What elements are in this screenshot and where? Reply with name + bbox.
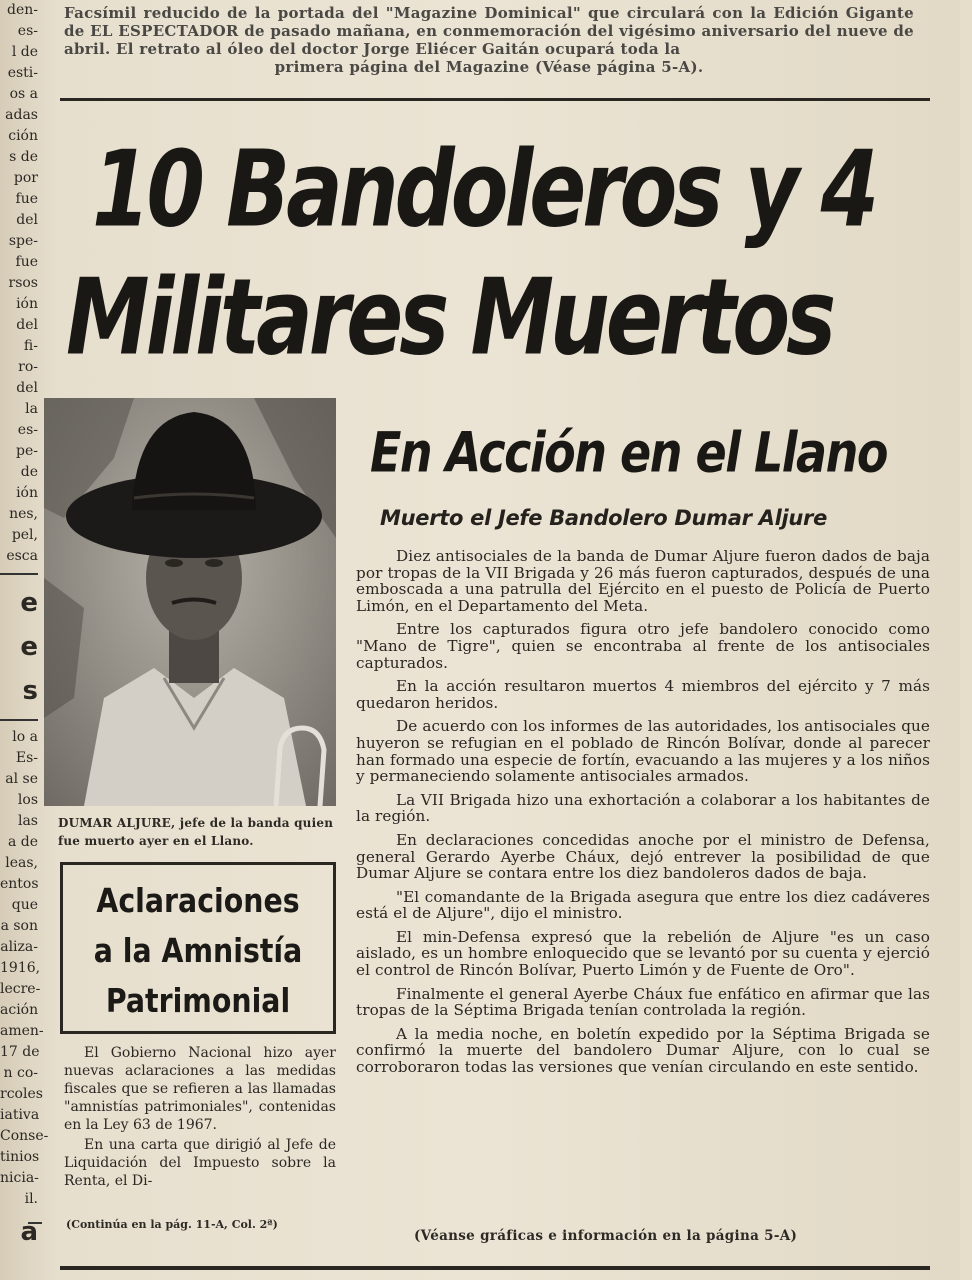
clipped-text-fragment: por [13,170,38,186]
headline-line-1: 10 Bandoleros y 4 [92,128,876,251]
article-paragraph: En la acción resultaron muertos 4 miembros del ejército y 7 más quedaron heridos. [356,677,930,712]
left-rule [0,573,38,575]
sidebar-continuation: (Continúa en la pág. 11-A, Col. 2ª) [66,1218,278,1231]
clipped-text-fragment: lo a [12,729,38,745]
clipped-text-fragment: s de [9,149,38,165]
intro-text: Facsímil reducido de la portada del "Magazine Dominical" que circulará con la Edición Gigante de EL ESPECTADOR de pasado mañana, en conmemoración del vigésimo aniversario del nueve de abril. El retrato al óleo del doctor Jorge Eliécer Gaitán ocupará toda la [64,4,914,58]
clipped-text-fragment: iativa [0,1107,40,1123]
article-paragraph: Diez antisociales de la banda de Dumar Aljure fueron dados de baja por tropas de la VII Brigada y 26 más fueron capturados, después de una emboscada a una patrulla del Ejército en el puesto de Policía de Puerto Limón, en el Departamento del Meta. [356,547,930,615]
sidebar-title-line: a la Amnistía [93,931,303,970]
clipped-text-fragment: amen- [0,1023,44,1039]
clipped-text-fragment: e [20,632,38,662]
clipped-text-fragment: a de [7,834,38,850]
secondary-subheadline: Muerto el Jefe Bandolero Dumar Aljure [380,506,828,530]
article-paragraph: El min-Defensa expresó que la rebelión de Aljure "es un caso aislado, es un hombre enloquecido que se levantó por su cuenta y ejerció el control de Rincón Bolívar, Puerto Limón y de Fuente de Oro". [356,927,930,980]
clipped-text-fragment: nes, [9,506,38,522]
left-rule [0,719,38,721]
clipped-text-fragment: 1916, [0,960,41,976]
left-clipped-column [0,0,49,1280]
photo-caption: DUMAR ALJURE, jefe de la banda quien fue muerto ayer en el Llano. [58,816,334,848]
article-paragraph: Entre los capturados figura otro jefe bandolero conocido como "Mano de Tigre", quien se encontraba al frente de los antisociales capturados. [356,620,930,672]
clipped-text-fragment: fue [15,191,38,207]
bottom-divider [60,1266,930,1270]
clipped-text-fragment: lecre- [0,981,41,997]
article-paragraph: A la media noche, en boletín expedido por la Séptima Brigada se confirmó la muerte del bandolero Dumar Aljure, con lo cual se corroboraron todas las versiones que venían circulando en este sentido. [356,1024,930,1077]
clipped-text-fragment: la [25,401,38,417]
clipped-text-fragment: den- [7,2,38,18]
article-footnote: (Véanse gráficas e información en la página 5-A) [414,1228,798,1244]
subheadline: En Acción en el Llano [370,420,887,485]
clipped-text-fragment: il. [24,1191,38,1207]
sidebar-paragraph: El Gobierno Nacional hizo ayer nuevas aclaraciones a las medidas fiscales que se refieren a las llamadas "amnistías patrimoniales", contenidas en la Ley 63 de 1967. [64,1045,336,1133]
clipped-text-fragment: ión [16,296,38,312]
clipped-text-fragment: rcoles [0,1086,43,1102]
clipped-text-fragment: ación [0,1002,39,1018]
clipped-text-fragment: los [17,792,38,808]
clipped-text-fragment: al se [5,771,38,787]
clipped-text-fragment: pel, [11,527,38,543]
sidebar-title-line: Aclaraciones [96,881,300,920]
clipped-text-fragment: es- [17,23,38,39]
clipped-text-fragment: fue [15,254,38,270]
left-divider [28,1222,42,1224]
article-paragraph: En declaraciones concedidas anoche por el ministro de Defensa, general Gerardo Ayerbe Cháux, dejó entrever la posibilidad de que Dumar Aljure se contara entre los diez bandoleros dados de baja. [356,830,930,883]
top-divider [60,98,930,101]
clipped-text-fragment: 17 de [0,1044,40,1060]
article-paragraph: Finalmente el general Ayerbe Cháux fue enfático en afirmar que las tropas de la Séptima Brigada tenían controlada la región. [356,984,930,1020]
clipped-text-fragment: ción [8,128,38,144]
sidebar-title [90,876,307,1026]
clipped-text-fragment: l de [11,44,38,60]
article-paragraph: "El comandante de la Brigada asegura que entre los diez cadáveres está el de Aljure", dijo el ministro. [356,887,930,923]
clipped-text-fragment: de [20,464,38,480]
sidebar-paragraph: En una carta que dirigió al Jefe de Liquidación del Impuesto sobre la Renta, el Di- [64,1137,336,1189]
clipped-text-fragment: es- [17,422,38,438]
article-paragraph: De acuerdo con los informes de las autoridades, los antisociales que huyeron se refugian en el poblado de Rincón Bolívar, donde al parecer han formado una especie de fortín, evacuando a las mujeres y a los niños y permaneciendo solamente antisociales armados. [356,717,930,786]
headline-line-2: Militares Muertos [66,256,833,379]
sidebar-body [64,1044,336,1192]
clipped-text-fragment: Conse- [0,1128,49,1144]
clipped-text-fragment: del [16,212,38,228]
clipped-text-fragment: Es- [15,750,38,766]
clipped-text-fragment: os a [9,86,38,102]
clipped-text-fragment: esca [6,548,38,564]
article-paragraph: La VII Brigada hizo una exhortación a colaborar a los habitantes de la región. [356,790,930,826]
clipped-text-fragment: del [16,380,38,396]
clipped-text-fragment: rsos [8,275,38,291]
clipped-text-fragment: aliza- [0,939,38,955]
clipped-text-fragment: ión [16,485,38,501]
clipped-text-fragment: las [17,813,38,829]
intro-last-line: primera página del Magazine (Véase página 5-A). [274,58,704,76]
clipped-text-fragment: a son [0,918,38,934]
clipped-text-fragment: que [11,897,38,913]
clipped-text-fragment: nicia- [0,1170,39,1186]
clipped-text-fragment: e [20,588,38,618]
clipped-text-fragment: entos [0,876,39,892]
clipped-text-fragment: spe- [8,233,38,249]
clipped-text-fragment: ro- [18,359,38,375]
clipped-text-fragment: fi- [23,338,38,354]
clipped-text-fragment: esti- [7,65,38,81]
portrait-photo [44,398,336,806]
clipped-text-fragment: pe- [16,443,38,459]
sidebar-title-line: Patrimonial [105,981,291,1020]
article-body [356,548,930,1083]
clipped-text-fragment: leas, [5,855,38,871]
clipped-text-fragment: a [20,1217,38,1247]
intro-paragraph [64,4,914,76]
clipped-text-fragment: tinios [0,1149,40,1165]
clipped-text-fragment: del [16,317,38,333]
clipped-text-fragment: adas [5,107,38,123]
clipped-text-fragment: n co- [3,1065,38,1081]
clipped-text-fragment: s [22,676,38,706]
